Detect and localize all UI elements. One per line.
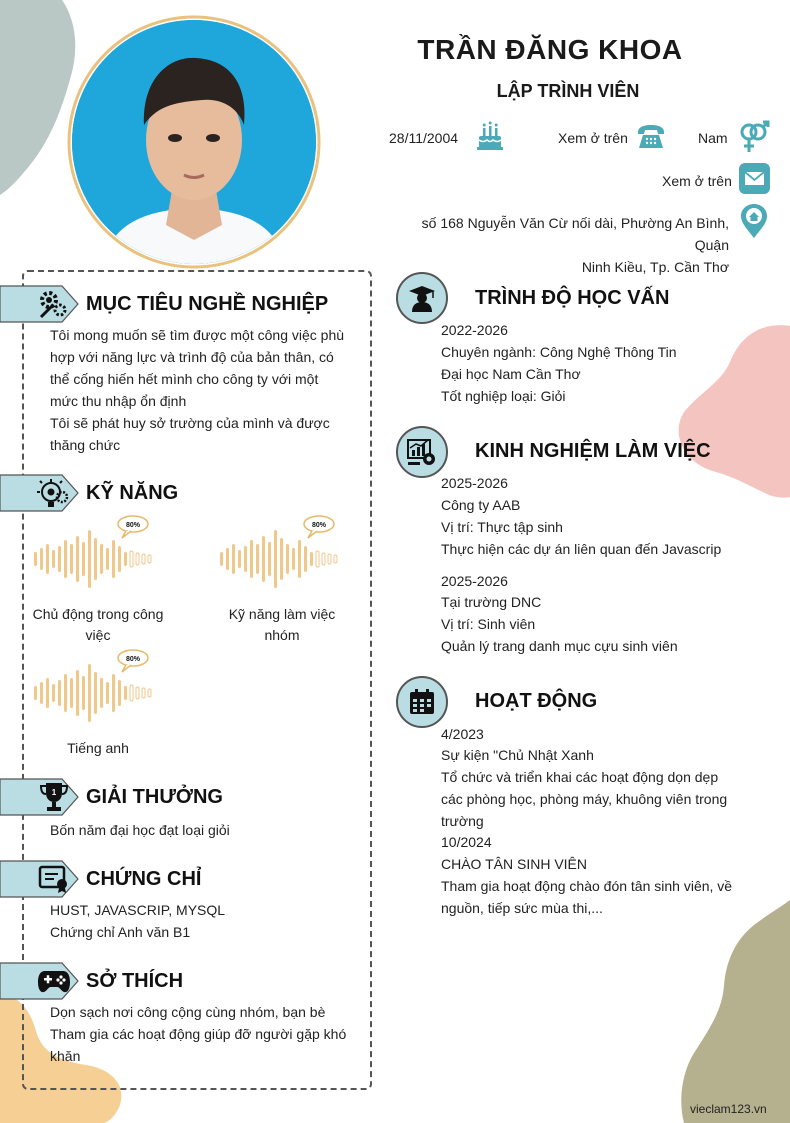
skill-label bbox=[22, 738, 174, 759]
skill-level: 80% bbox=[125, 522, 141, 529]
job-period: 2025-2026 bbox=[441, 475, 508, 491]
graduate-icon bbox=[407, 283, 437, 313]
address-line-1: số 168 Nguyễn Văn Cừ nối dài, Phường An Bình, Quận bbox=[421, 215, 729, 253]
activity-desc: nguồn, tiếp sức mùa thi,... bbox=[441, 900, 603, 916]
skill-label-line: Kỹ năng làm việc bbox=[228, 606, 336, 622]
skills-title: KỸ NĂNG bbox=[86, 482, 179, 504]
skill-level: 80% bbox=[125, 656, 141, 663]
activity-desc: trường bbox=[441, 813, 484, 829]
job-description: Thực hiện các dự án liên quan đến Javascrip bbox=[441, 541, 722, 557]
certificates-title: CHỨNG CHỈ bbox=[86, 868, 202, 890]
job-company: Tại trường DNC bbox=[441, 594, 542, 610]
certificate-line: Chứng chỉ Anh văn B1 bbox=[50, 924, 191, 940]
location-icon bbox=[739, 203, 769, 239]
education-major: Chuyên ngành: Công Nghệ Thông Tin bbox=[441, 344, 677, 360]
job-company: Công ty AAB bbox=[441, 497, 521, 513]
objective-line: thể cống hiến hết mình cho công ty với một bbox=[50, 371, 319, 387]
hobby-line: khăn bbox=[50, 1048, 81, 1064]
skill-label bbox=[22, 604, 174, 646]
job-position: Vị trí: Thực tập sinh bbox=[441, 519, 563, 535]
education-badge bbox=[396, 272, 448, 324]
skill-level: 80% bbox=[311, 522, 327, 529]
experience-badge bbox=[396, 426, 448, 478]
skill-label-line: Chủ động trong công bbox=[32, 606, 164, 622]
birthday-cake-icon bbox=[474, 120, 506, 152]
activities-badge bbox=[396, 676, 448, 728]
skill-label bbox=[206, 604, 358, 646]
trophy-icon bbox=[38, 781, 70, 813]
skill-label-line: việc bbox=[85, 627, 111, 643]
objective-line: Tôi mong muốn sẽ tìm được một công việc phù bbox=[50, 327, 345, 343]
education-school: Đại học Nam Cần Thơ bbox=[441, 366, 581, 382]
activity-desc: các phòng học, phòng máy, khuông viên trong bbox=[441, 791, 728, 807]
chart-icon bbox=[406, 436, 438, 468]
objective-line: Tôi sẽ phát huy sở trường của mình và được bbox=[50, 415, 330, 431]
objective-line: hợp với năng lực và trình độ của bản thân, có bbox=[50, 349, 334, 365]
activity-date: 4/2023 bbox=[441, 726, 484, 742]
address-line-2: Ninh Kiều, Tp. Cần Thơ bbox=[581, 259, 729, 275]
awards-text: Bốn năm đại học đạt loại giỏi bbox=[50, 822, 230, 838]
gamepad-icon bbox=[37, 968, 71, 994]
phone-text: Xem ở trên bbox=[558, 130, 628, 146]
gender-text: Nam bbox=[698, 130, 728, 146]
activity-date: 10/2024 bbox=[441, 834, 492, 850]
objective-line: thăng chức bbox=[50, 437, 121, 453]
activity-name: Sự kiện "Chủ Nhật Xanh bbox=[441, 747, 594, 763]
skill-meter bbox=[216, 514, 346, 594]
hobby-line: Tham gia các hoạt động giúp đỡ người gặp khó bbox=[50, 1026, 347, 1042]
awards-title: GIẢI THƯỞNG bbox=[86, 786, 223, 808]
mail-icon bbox=[739, 163, 770, 194]
hobby-line: Dọn sạch nơi công cộng cùng nhóm, bạn bè bbox=[50, 1004, 326, 1020]
education-grade: Tốt nghiệp loại: Giỏi bbox=[441, 388, 566, 404]
bottom-right-blob bbox=[678, 900, 790, 1123]
activity-desc: Tổ chức và triển khai các hoạt động dọn dẹp bbox=[441, 769, 719, 785]
job-title: LẬP TRÌNH VIÊN bbox=[496, 81, 640, 101]
profile-photo bbox=[66, 14, 322, 270]
objective-line: mức thu nhập ổn định bbox=[50, 393, 187, 409]
right-pink-blob bbox=[676, 322, 790, 498]
skill-label-line: Tiếng anh bbox=[67, 740, 129, 756]
skill-label-line: nhóm bbox=[264, 627, 300, 643]
skill-meter bbox=[30, 514, 160, 594]
certificates-text bbox=[50, 899, 355, 943]
objective-title: MỤC TIÊU NGHỀ NGHIỆP bbox=[86, 293, 329, 315]
job-period: 2025-2026 bbox=[441, 573, 508, 589]
hobbies-title: SỞ THÍCH bbox=[86, 970, 184, 992]
experience-title: KINH NGHIỆM LÀM VIỆC bbox=[475, 440, 711, 462]
calendar-icon bbox=[407, 687, 437, 717]
brain-icon bbox=[37, 477, 69, 509]
skill-meter bbox=[30, 648, 160, 728]
birthday-text: 28/11/2004 bbox=[389, 130, 459, 146]
activity-name: CHÀO TÂN SINH VIÊN bbox=[441, 856, 587, 872]
address-block bbox=[396, 212, 729, 278]
gears-icon bbox=[37, 288, 69, 320]
svg-text:1: 1 bbox=[51, 788, 57, 797]
hobbies-text bbox=[50, 1001, 355, 1067]
job-position: Vị trí: Sinh viên bbox=[441, 616, 536, 632]
certificate-line: HUST, JAVASCRIP, MYSQL bbox=[50, 902, 226, 918]
education-title: TRÌNH ĐỘ HỌC VẤN bbox=[475, 287, 670, 309]
gender-icon bbox=[738, 120, 770, 154]
certificate-icon bbox=[38, 864, 70, 894]
full-name: TRẦN ĐĂNG KHOA bbox=[417, 34, 683, 65]
activity-desc: Tham gia hoạt động chào đón tân sinh viên, về bbox=[441, 878, 733, 894]
avatar bbox=[72, 20, 316, 264]
phone-icon bbox=[636, 124, 666, 150]
watermark: vieclam123.vn bbox=[690, 1102, 767, 1116]
email-text: Xem ở trên bbox=[662, 173, 732, 189]
job-description: Quản lý trang danh mục cựu sinh viên bbox=[441, 638, 678, 654]
activities-title: HOẠT ĐỘNG bbox=[475, 690, 598, 712]
objective-text bbox=[50, 324, 355, 456]
education-period: 2022-2026 bbox=[441, 322, 508, 338]
